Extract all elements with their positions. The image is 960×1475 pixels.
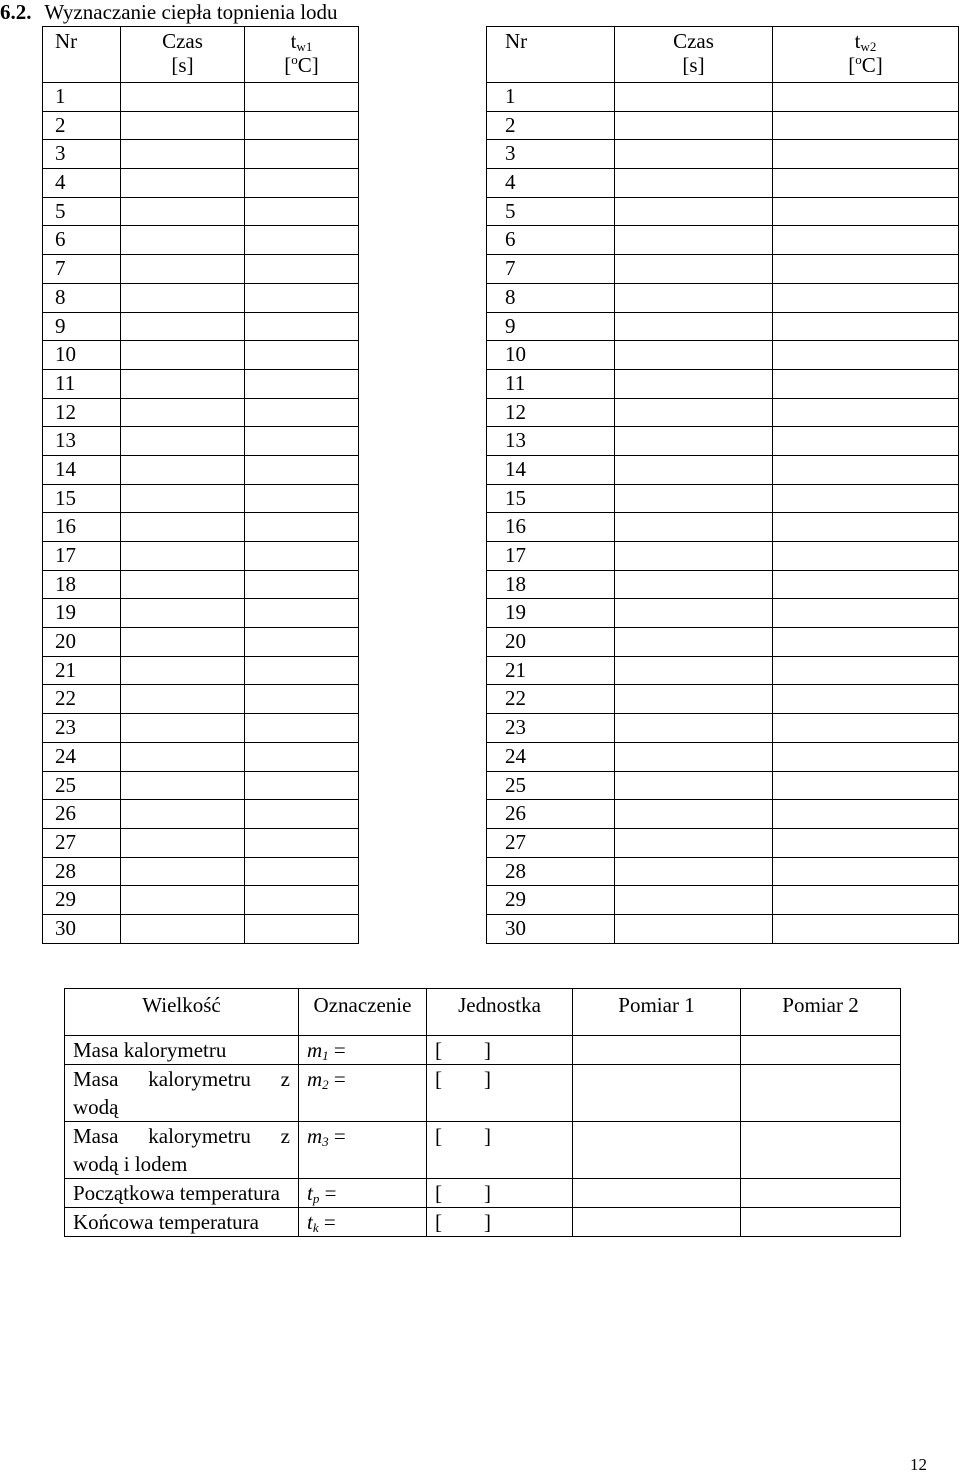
table-row	[43, 800, 359, 829]
row-number: 18	[487, 570, 615, 599]
table-row	[487, 111, 959, 140]
czas-cell[interactable]	[615, 169, 773, 198]
table-row	[43, 398, 359, 427]
row-number: 21	[487, 656, 615, 685]
table-row	[43, 628, 359, 657]
temperature-cell[interactable]	[245, 742, 359, 771]
quantity-label: Początkowa temperatura	[65, 1179, 299, 1208]
quantity-label: Masa kalorymetru z wodą	[65, 1065, 299, 1122]
czas-cell[interactable]	[615, 656, 773, 685]
czas-cell[interactable]	[615, 914, 773, 943]
row-number: 18	[43, 570, 121, 599]
temperature-cell[interactable]	[773, 828, 959, 857]
czas-cell[interactable]	[615, 542, 773, 571]
temperature-cell[interactable]	[245, 714, 359, 743]
row-number: 6	[487, 226, 615, 255]
temperature-cell[interactable]	[245, 484, 359, 513]
table-row	[43, 742, 359, 771]
table-header	[487, 27, 959, 83]
row-number: 28	[487, 857, 615, 886]
temperature-cell[interactable]	[245, 341, 359, 370]
unit-cell: [ ]	[427, 1179, 573, 1208]
symbol-cell: $t_k$ =	[299, 1208, 427, 1237]
pomiar-1-cell[interactable]	[573, 1122, 741, 1179]
quantity-label: Końcowa temperatura	[65, 1208, 299, 1237]
czas-cell[interactable]	[121, 685, 245, 714]
col-oznaczenie: Oznaczenie	[299, 989, 427, 1036]
czas-cell[interactable]	[615, 628, 773, 657]
czas-cell[interactable]	[121, 484, 245, 513]
temperature-cell[interactable]	[245, 886, 359, 915]
temperature-cell[interactable]	[773, 771, 959, 800]
temperature-cell[interactable]	[773, 197, 959, 226]
symbol-cell: $m_2$ =	[299, 1065, 427, 1122]
table-header	[43, 27, 359, 83]
temperature-cell[interactable]	[773, 570, 959, 599]
row-number: 20	[487, 628, 615, 657]
pomiar-2-cell[interactable]	[741, 1179, 901, 1208]
row-number: 7	[487, 255, 615, 284]
pomiar-1-cell[interactable]	[573, 1179, 741, 1208]
czas-cell[interactable]	[615, 570, 773, 599]
row-number: 2	[43, 111, 121, 140]
czas-cell[interactable]	[121, 570, 245, 599]
temperature-cell[interactable]	[245, 197, 359, 226]
table-row	[487, 83, 959, 112]
row-number: 19	[43, 599, 121, 628]
table-row	[487, 742, 959, 771]
temperature-cell[interactable]	[245, 369, 359, 398]
col-czas: Czas [s]	[615, 27, 773, 83]
czas-cell[interactable]	[615, 226, 773, 255]
temperature-cell[interactable]	[773, 83, 959, 112]
czas-cell[interactable]	[615, 484, 773, 513]
table-row	[43, 484, 359, 513]
temperature-cell[interactable]	[773, 283, 959, 312]
temperature-cell[interactable]	[773, 226, 959, 255]
czas-cell[interactable]	[615, 828, 773, 857]
temperature-cell[interactable]	[245, 570, 359, 599]
czas-cell[interactable]	[121, 714, 245, 743]
czas-cell[interactable]	[615, 771, 773, 800]
table-row	[487, 685, 959, 714]
table-row	[487, 169, 959, 198]
czas-cell[interactable]	[121, 111, 245, 140]
czas-cell[interactable]	[615, 800, 773, 829]
table-row	[43, 283, 359, 312]
table-row	[43, 857, 359, 886]
row-number: 11	[487, 369, 615, 398]
czas-cell[interactable]	[615, 513, 773, 542]
row-number: 2	[487, 111, 615, 140]
pomiar-1-cell[interactable]	[573, 1036, 741, 1065]
row-number: 22	[487, 685, 615, 714]
czas-cell[interactable]	[121, 169, 245, 198]
czas-cell[interactable]	[121, 886, 245, 915]
unit-cell: [ ]	[427, 1208, 573, 1237]
temperature-cell[interactable]	[773, 914, 959, 943]
czas-cell[interactable]	[121, 771, 245, 800]
czas-cell[interactable]	[615, 111, 773, 140]
temperature-cell[interactable]	[773, 455, 959, 484]
measurement-row	[65, 1208, 901, 1237]
row-number: 3	[487, 140, 615, 169]
row-number: 5	[43, 197, 121, 226]
row-number: 23	[487, 714, 615, 743]
czas-cell[interactable]	[615, 398, 773, 427]
measurement-row	[65, 1179, 901, 1208]
row-number: 28	[43, 857, 121, 886]
row-number: 19	[487, 599, 615, 628]
col-nr: Nr	[487, 27, 615, 83]
row-number: 7	[43, 255, 121, 284]
table-row	[43, 83, 359, 112]
table-row	[43, 455, 359, 484]
temperature-cell[interactable]	[773, 628, 959, 657]
col-pomiar-2: Pomiar 2	[741, 989, 901, 1036]
row-number: 14	[43, 455, 121, 484]
czas-cell[interactable]	[615, 197, 773, 226]
temperature-cell[interactable]	[773, 427, 959, 456]
col-tw1: $t_{w1}$ [$^o$C]	[245, 27, 359, 83]
table-row	[43, 685, 359, 714]
temperature-cell[interactable]	[773, 312, 959, 341]
czas-cell[interactable]	[615, 312, 773, 341]
czas-cell[interactable]	[121, 369, 245, 398]
table-row	[487, 226, 959, 255]
table-row	[43, 369, 359, 398]
page-number: 12	[910, 1455, 927, 1474]
czas-cell[interactable]	[615, 83, 773, 112]
measurement-row	[65, 1065, 901, 1122]
temperature-cell[interactable]	[773, 484, 959, 513]
symbol-cell: $t_p$ =	[299, 1179, 427, 1208]
pomiar-2-cell[interactable]	[741, 1065, 901, 1122]
row-number: 27	[487, 828, 615, 857]
temperature-cell[interactable]	[773, 599, 959, 628]
table-row	[487, 914, 959, 943]
temperature-cell[interactable]	[773, 140, 959, 169]
czas-cell[interactable]	[121, 140, 245, 169]
czas-cell[interactable]	[615, 714, 773, 743]
temperature-cell[interactable]	[245, 914, 359, 943]
row-number: 25	[43, 771, 121, 800]
czas-cell[interactable]	[121, 255, 245, 284]
table-row	[487, 312, 959, 341]
czas-cell[interactable]	[615, 427, 773, 456]
table-row	[43, 341, 359, 370]
row-number: 8	[43, 283, 121, 312]
row-number: 16	[487, 513, 615, 542]
row-number: 22	[43, 685, 121, 714]
temperature-cell[interactable]	[773, 800, 959, 829]
table-row	[487, 656, 959, 685]
czas-cell[interactable]	[121, 742, 245, 771]
czas-cell[interactable]	[615, 599, 773, 628]
row-number: 8	[487, 283, 615, 312]
czas-cell[interactable]	[615, 140, 773, 169]
table-row	[487, 427, 959, 456]
row-number: 26	[487, 800, 615, 829]
row-number: 12	[487, 398, 615, 427]
table-row	[487, 886, 959, 915]
czas-cell[interactable]	[121, 800, 245, 829]
table-row	[487, 771, 959, 800]
measurement-row	[65, 1122, 901, 1179]
temperature-cell[interactable]	[773, 685, 959, 714]
table-row	[43, 599, 359, 628]
czas-cell[interactable]	[615, 886, 773, 915]
table-row	[487, 197, 959, 226]
pomiar-1-cell[interactable]	[573, 1208, 741, 1237]
temperature-cell[interactable]	[245, 857, 359, 886]
czas-cell[interactable]	[615, 742, 773, 771]
czas-cell[interactable]	[121, 542, 245, 571]
czas-cell[interactable]	[121, 226, 245, 255]
row-number: 6	[43, 226, 121, 255]
quantity-label: Masa kalorymetru z wodą i lodem	[65, 1122, 299, 1179]
row-number: 9	[43, 312, 121, 341]
temperature-cell[interactable]	[773, 513, 959, 542]
table-row	[43, 226, 359, 255]
row-number: 23	[43, 714, 121, 743]
measurement-row	[65, 1036, 901, 1065]
czas-cell[interactable]	[121, 341, 245, 370]
table-row	[487, 599, 959, 628]
czas-cell[interactable]	[615, 455, 773, 484]
table-tw2	[486, 26, 959, 944]
table-row	[487, 398, 959, 427]
section-title: Wyznaczanie ciepła topnienia lodu	[44, 0, 338, 24]
col-pomiar-1: Pomiar 1	[573, 989, 741, 1036]
temperature-cell[interactable]	[245, 140, 359, 169]
czas-cell[interactable]	[121, 656, 245, 685]
table-row	[487, 369, 959, 398]
pomiar-2-cell[interactable]	[741, 1036, 901, 1065]
temperature-cell[interactable]	[773, 341, 959, 370]
row-number: 10	[487, 341, 615, 370]
table-row	[43, 111, 359, 140]
czas-cell[interactable]	[615, 857, 773, 886]
table-row	[43, 312, 359, 341]
czas-cell[interactable]	[121, 628, 245, 657]
row-number: 16	[43, 513, 121, 542]
czas-cell[interactable]	[615, 283, 773, 312]
table-row	[43, 427, 359, 456]
row-number: 29	[43, 886, 121, 915]
col-wielkosc: Wielkość	[65, 989, 299, 1036]
temperature-cell[interactable]	[245, 513, 359, 542]
temperature-cell[interactable]	[245, 828, 359, 857]
czas-cell[interactable]	[121, 398, 245, 427]
table-row	[43, 542, 359, 571]
col-jednostka: Jednostka	[427, 989, 573, 1036]
row-number: 14	[487, 455, 615, 484]
table-row	[487, 341, 959, 370]
czas-cell[interactable]	[615, 685, 773, 714]
temperature-cell[interactable]	[245, 542, 359, 571]
row-number: 11	[43, 369, 121, 398]
czas-cell[interactable]	[121, 828, 245, 857]
table-row	[43, 828, 359, 857]
row-number: 21	[43, 656, 121, 685]
row-number: 24	[43, 742, 121, 771]
table-row	[43, 714, 359, 743]
symbol-cell: $m_3$ =	[299, 1122, 427, 1179]
row-number: 13	[43, 427, 121, 456]
temperature-cell[interactable]	[245, 111, 359, 140]
measurements-header	[65, 989, 901, 1036]
row-number: 9	[487, 312, 615, 341]
row-number: 5	[487, 197, 615, 226]
czas-cell[interactable]	[121, 599, 245, 628]
row-number: 29	[487, 886, 615, 915]
section-heading	[0, 0, 338, 24]
table-row	[43, 914, 359, 943]
symbol-cell: $m_1$ =	[299, 1036, 427, 1065]
temperature-cell[interactable]	[773, 857, 959, 886]
temperature-cell[interactable]	[773, 542, 959, 571]
temperature-cell[interactable]	[245, 656, 359, 685]
table-row	[43, 197, 359, 226]
czas-cell[interactable]	[121, 513, 245, 542]
czas-cell[interactable]	[615, 255, 773, 284]
table-row	[43, 140, 359, 169]
temperature-cell[interactable]	[773, 886, 959, 915]
row-number: 4	[43, 169, 121, 198]
table-row	[487, 255, 959, 284]
temperature-cell[interactable]	[245, 800, 359, 829]
temperature-cell[interactable]	[773, 656, 959, 685]
row-number: 10	[43, 341, 121, 370]
temperature-cell[interactable]	[773, 369, 959, 398]
czas-cell[interactable]	[121, 283, 245, 312]
temperature-cell[interactable]	[245, 628, 359, 657]
row-number: 13	[487, 427, 615, 456]
temperature-cell[interactable]	[773, 398, 959, 427]
row-number: 26	[43, 800, 121, 829]
temperature-cell[interactable]	[773, 714, 959, 743]
temperature-cell[interactable]	[773, 111, 959, 140]
table-tw1	[42, 26, 359, 944]
czas-cell[interactable]	[121, 83, 245, 112]
czas-cell[interactable]	[121, 455, 245, 484]
table-row	[487, 714, 959, 743]
table-row	[487, 283, 959, 312]
table-row	[487, 857, 959, 886]
pomiar-2-cell[interactable]	[741, 1122, 901, 1179]
temperature-cell[interactable]	[773, 255, 959, 284]
row-number: 17	[43, 542, 121, 571]
temperature-cell[interactable]	[245, 685, 359, 714]
temperature-cell[interactable]	[245, 455, 359, 484]
row-number: 12	[43, 398, 121, 427]
table-row	[43, 570, 359, 599]
unit-cell: [ ]	[427, 1122, 573, 1179]
row-number: 30	[487, 914, 615, 943]
row-number: 4	[487, 169, 615, 198]
unit-cell: [ ]	[427, 1036, 573, 1065]
col-nr: Nr	[43, 27, 121, 83]
quantity-label: Masa kalorymetru	[65, 1036, 299, 1065]
czas-cell[interactable]	[121, 914, 245, 943]
temperature-cell[interactable]	[245, 599, 359, 628]
pomiar-1-cell[interactable]	[573, 1065, 741, 1122]
row-number: 3	[43, 140, 121, 169]
table-row	[487, 513, 959, 542]
table-row	[43, 771, 359, 800]
temperature-cell[interactable]	[245, 169, 359, 198]
temperature-cell[interactable]	[245, 771, 359, 800]
row-number: 17	[487, 542, 615, 571]
table-row	[43, 255, 359, 284]
row-number: 1	[487, 83, 615, 112]
table-row	[43, 513, 359, 542]
table-row	[487, 455, 959, 484]
table-row	[43, 886, 359, 915]
table-row	[487, 828, 959, 857]
temperature-cell[interactable]	[245, 226, 359, 255]
czas-cell[interactable]	[615, 369, 773, 398]
table-row	[43, 656, 359, 685]
czas-cell[interactable]	[121, 197, 245, 226]
czas-cell[interactable]	[121, 312, 245, 341]
measurements-table	[64, 988, 901, 1237]
pomiar-2-cell[interactable]	[741, 1208, 901, 1237]
row-number: 15	[487, 484, 615, 513]
temperature-cell[interactable]	[245, 427, 359, 456]
table-row	[487, 484, 959, 513]
table-row	[487, 570, 959, 599]
table-row	[487, 140, 959, 169]
row-number: 20	[43, 628, 121, 657]
row-number: 25	[487, 771, 615, 800]
temperature-cell[interactable]	[245, 255, 359, 284]
row-number: 30	[43, 914, 121, 943]
temperature-cell[interactable]	[245, 83, 359, 112]
table-row	[487, 800, 959, 829]
temperature-cell[interactable]	[245, 398, 359, 427]
temperature-cell[interactable]	[773, 742, 959, 771]
table-row	[43, 169, 359, 198]
temperature-cell[interactable]	[773, 169, 959, 198]
row-number: 27	[43, 828, 121, 857]
czas-cell[interactable]	[121, 427, 245, 456]
czas-cell[interactable]	[121, 857, 245, 886]
row-number: 24	[487, 742, 615, 771]
czas-cell[interactable]	[615, 341, 773, 370]
col-tw2: $t_{w2}$ [$^o$C]	[773, 27, 959, 83]
temperature-cell[interactable]	[245, 283, 359, 312]
row-number: 1	[43, 83, 121, 112]
unit-cell: [ ]	[427, 1065, 573, 1122]
table-row	[487, 542, 959, 571]
temperature-cell[interactable]	[245, 312, 359, 341]
col-czas: Czas [s]	[121, 27, 245, 83]
section-number: 6.2.	[0, 0, 32, 24]
table-row	[487, 628, 959, 657]
row-number: 15	[43, 484, 121, 513]
